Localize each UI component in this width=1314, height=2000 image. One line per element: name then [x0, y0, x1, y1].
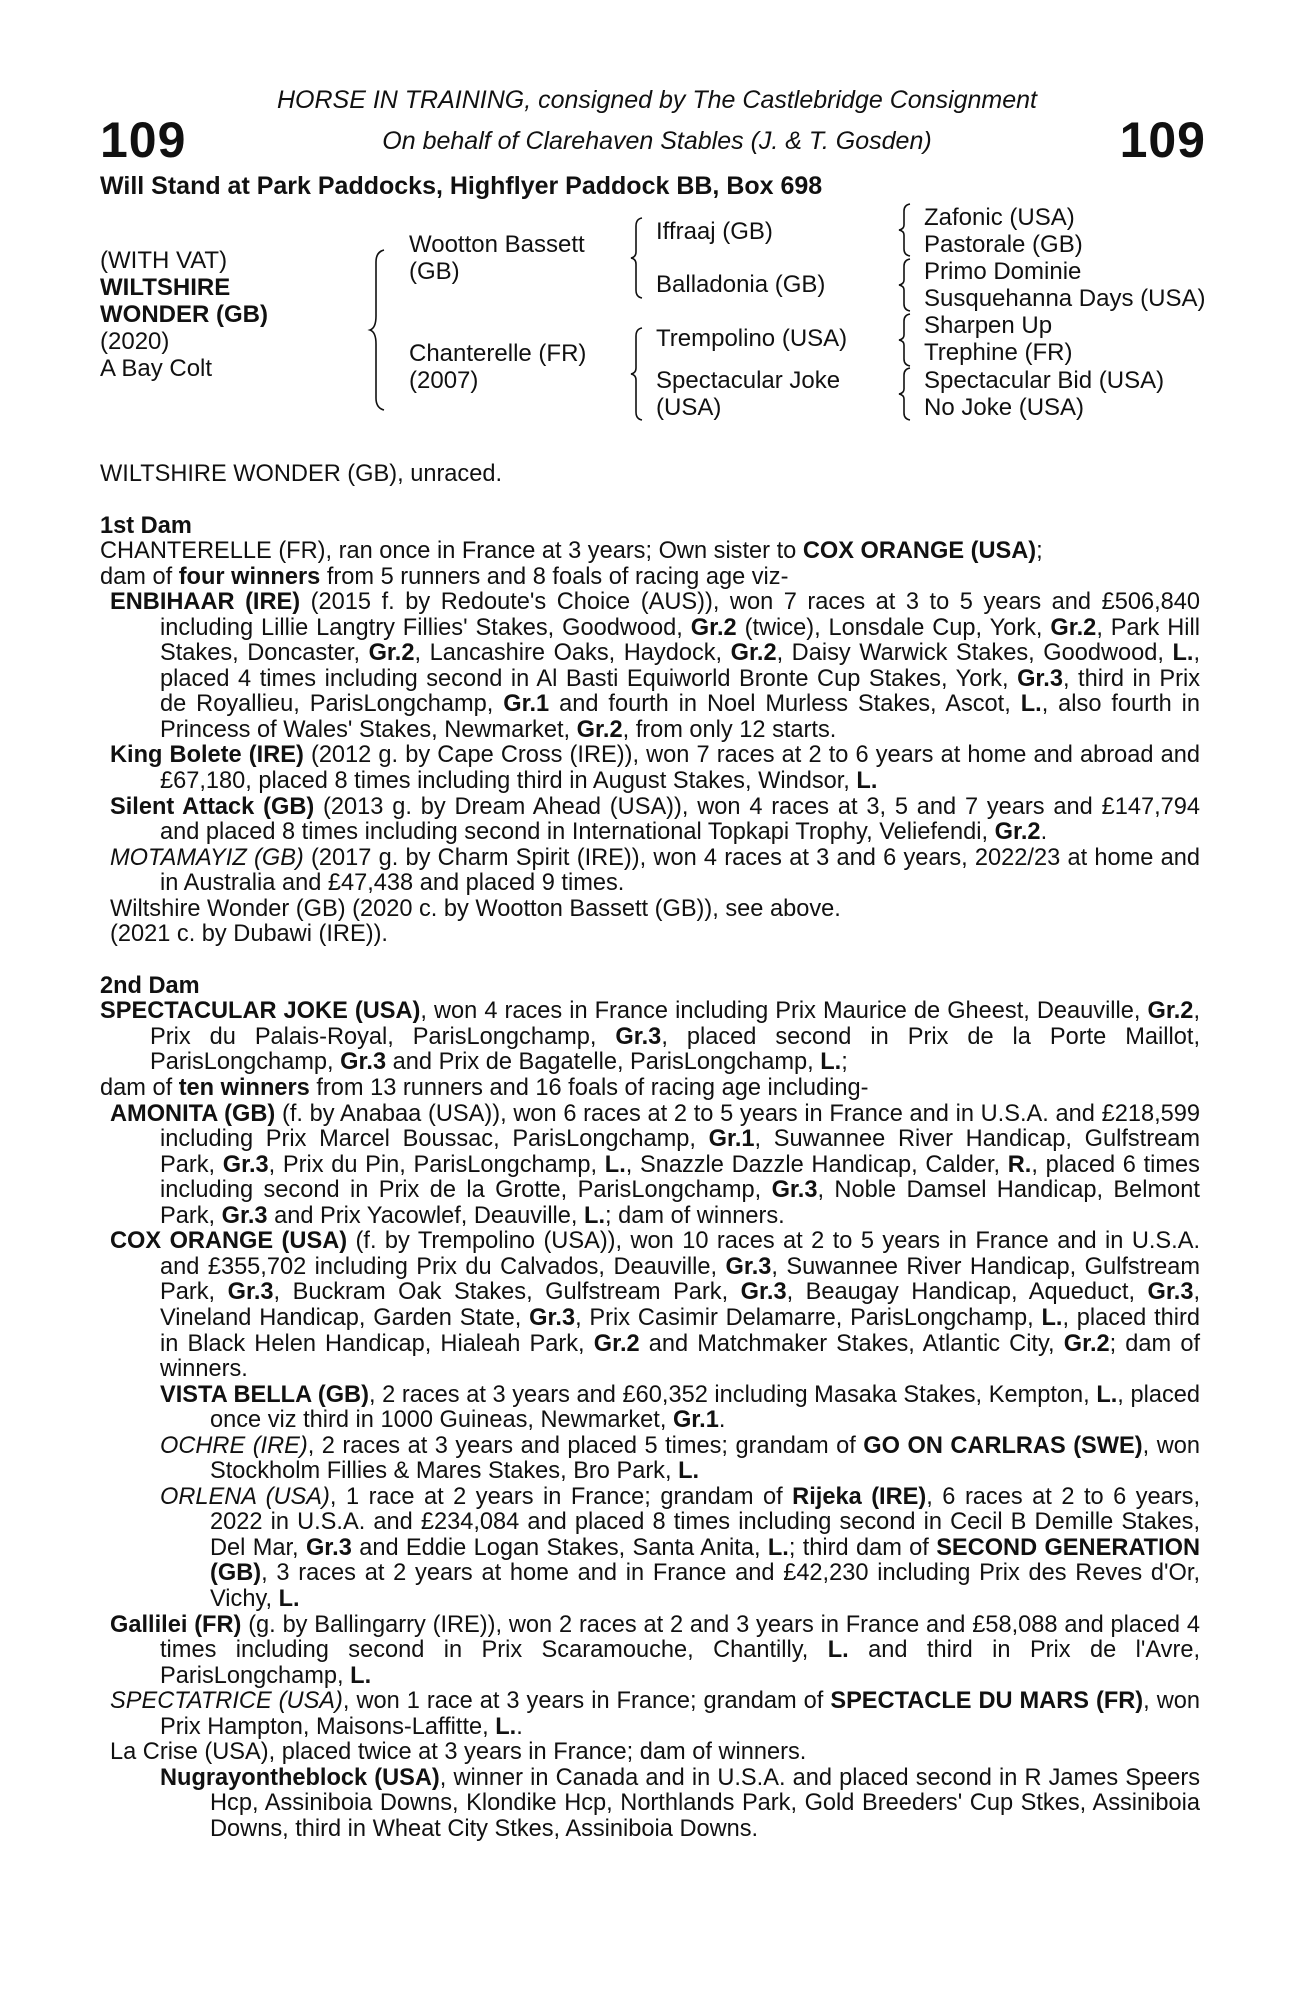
- header-on-behalf: On behalf of Clarehaven Stables (J. & T. Gosden): [382, 127, 932, 155]
- first-dam-para1: CHANTERELLE (FR), ran once in France at 3 years; Own sister to COX ORANGE (USA);: [100, 538, 1043, 565]
- ggp-6: Trephine (FR): [924, 339, 1073, 366]
- sire-bracket: [632, 218, 646, 298]
- ggp-bracket-1: [900, 204, 914, 256]
- dam-dam-line1: Spectacular Joke: [656, 367, 841, 394]
- stand-info: Will Stand at Park Paddocks, Highflyer Paddock BB, Box 698: [100, 172, 823, 200]
- first-dam-foal-4: MOTAMAYIZ (GB) (2017 g. by Charm Spirit (IRE)), won 4 races at 3 and 6 years, 2022/23 at home and in Australia and £47,438 and placed 9 times.: [110, 844, 1200, 897]
- dam-line2: (2007): [409, 367, 479, 394]
- first-dam-foal-1: ENBIHAAR (IRE) (2015 f. by Redoute's Choice (AUS)), won 7 races at 3 to 5 years and £506,840 including Lillie Langtry Fillies' Stakes, Goodwood, Gr.2 (twice), Lonsdale Cup, York, Gr.2, Park Hill Stakes, Doncaster, Gr.2, Lancashire Oaks, Haydock, Gr.2, Daisy Warwick Stakes, Goodwood, L., placed 4 times including second in Al Basti Equiworld Bronte Cup Stakes, York, Gr.3, third in Prix de Royallieu, ParisLongchamp, Gr.1 and fourth in Noel Murless Stakes, Ascot, L., also fourth in Princess of Wales' Stakes, Newmarket, Gr.2, from only 12 starts.: [110, 589, 1201, 743]
- lot-number-left: 109: [100, 112, 187, 168]
- first-dam-foal-6: (2021 c. by Dubawi (IRE)).: [110, 921, 388, 948]
- second-dam-entry-4: OCHRE (IRE), 2 races at 3 years and placed 5 times; grandam of GO ON CARLRAS (SWE), won Stockholm Fillies & Mares Stakes, Bro Park, L.: [160, 1432, 1200, 1485]
- sire-sire: Iffraaj (GB): [656, 218, 773, 245]
- horse-bracket: [372, 250, 392, 410]
- sire-line2: (GB): [409, 258, 460, 285]
- horse-year: (2020): [100, 328, 170, 355]
- ggp-2: Pastorale (GB): [924, 231, 1083, 258]
- horse-name-line2: WONDER (GB): [100, 301, 268, 328]
- lot-number-right: 109: [1119, 112, 1206, 168]
- second-dam-para2: dam of ten winners from 13 runners and 16 foals of racing age including-: [100, 1075, 869, 1102]
- second-dam-entry-7: SPECTATRICE (USA), won 1 race at 3 years in France; grandam of SPECTACLE DU MARS (FR), won Prix Hampton, Maisons-Laffitte, L..: [110, 1688, 1200, 1740]
- horse-name-line1: WILTSHIRE: [100, 274, 231, 301]
- header-consignment: HORSE IN TRAINING, consigned by The Castlebridge Consignment: [276, 86, 1038, 114]
- dam-line1: Chanterelle (FR): [409, 340, 587, 367]
- intro-line: WILTSHIRE WONDER (GB), unraced.: [100, 461, 503, 487]
- ggp-bracket-2: [900, 259, 914, 311]
- second-dam-entry-1: AMONITA (GB) (f. by Anabaa (USA)), won 6 races at 2 to 5 years in France and in U.S.A. and £218,599 including Prix Marcel Boussac, ParisLongchamp, Gr.1, Suwannee River Handicap, Gulfstream Park, Gr.3, Prix du Pin, ParisLongchamp, L., Snazzle Dazzle Handicap, Calder, R., placed 6 times including second in Prix de la Grotte, ParisLongchamp, Gr.3, Noble Damsel Handicap, Belmont Park, Gr.3 and Prix Yacowlef, Deauville, L.; dam of winners.: [110, 1100, 1200, 1229]
- second-dam-entry-9: Nugrayontheblock (USA), winner in Canada and in U.S.A. and placed second in R James Speers Hcp, Assiniboia Downs, Klondike Hcp, Northlands Park, Gold Breeders' Cup Stkes, Assiniboia Downs, third in Wheat City Stkes, Assiniboia Downs.: [160, 1764, 1200, 1842]
- horse-vat: (WITH VAT): [100, 247, 228, 274]
- second-dam-entry-5: ORLENA (USA), 1 race at 2 years in France; grandam of Rijeka (IRE), 6 races at 2 to 6 years, 2022 in U.S.A. and £234,084 and placed 8 times including second in Cecil B Demille Stakes, Del Mar, Gr.3 and Eddie Logan Stakes, Santa Anita, L.; third dam of SECOND GENERATION (GB), 3 races at 2 years at home and in France and £42,230 including Prix des Reves d'Or, Vichy, L.: [160, 1483, 1201, 1612]
- second-dam-entry-8: La Crise (USA), placed twice at 3 years in France; dam of winners.: [110, 1739, 807, 1766]
- dam-bracket: [632, 328, 646, 420]
- ggp-3: Primo Dominie: [924, 258, 1082, 285]
- sire-line1: Wootton Bassett: [409, 231, 585, 258]
- second-dam-entry-3: VISTA BELLA (GB), 2 races at 3 years and £60,352 including Masaka Stakes, Kempton, L., placed once viz third in 1000 Guineas, Newmarket, Gr.1.: [160, 1381, 1200, 1434]
- ggp-7: Spectacular Bid (USA): [924, 367, 1165, 394]
- dam-sire: Trempolino (USA): [656, 325, 848, 352]
- second-dam-entry-6: Gallilei (FR) (g. by Ballingarry (IRE)), won 2 races at 2 and 3 years in France and £58,088 and placed 4 times including second in Prix Scaramouche, Chantilly, L. and third in Prix de l'Avre, ParisLongchamp, L.: [110, 1611, 1201, 1689]
- ggp-5: Sharpen Up: [924, 312, 1053, 339]
- ggp-1: Zafonic (USA): [924, 204, 1075, 231]
- first-dam-foal-2: King Bolete (IRE) (2012 g. by Cape Cross (IRE)), won 7 races at 2 to 6 years at home and abroad and £67,180, placed 8 times including third in August Stakes, Windsor, L.: [110, 742, 1200, 795]
- first-dam-foal-5: Wiltshire Wonder (GB) (2020 c. by Wootton Bassett (GB)), see above.: [110, 895, 841, 922]
- ggp-bracket-3: [900, 314, 914, 366]
- sire-dam: Balladonia (GB): [656, 271, 826, 298]
- second-dam-entry-2: COX ORANGE (USA) (f. by Trempolino (USA)), won 10 races at 2 to 5 years in France and in U.S.A. and £355,702 including Prix du Calvados, Deauville, Gr.3, Suwannee River Handicap, Gulfstream Park, Gr.3, Buckram Oak Stakes, Gulfstream Park, Gr.3, Beaugay Handicap, Aqueduct, Gr.3, Vineland Handicap, Garden State, Gr.3, Prix Casimir Delamarre, ParisLongchamp, L., placed third in Black Helen Handicap, Hialeah Park, Gr.2 and Matchmaker Stakes, Atlantic City, Gr.2; dam of winners.: [110, 1228, 1201, 1383]
- ggp-bracket-4: [900, 368, 914, 420]
- second-dam-para1: SPECTACULAR JOKE (USA), won 4 races in France including Prix Maurice de Gheest, Deauville, Gr.2, Prix du Palais-Royal, ParisLongchamp, Gr.3, placed second in Prix de la Porte Maillot, ParisLongchamp, Gr.3 and Prix de Bagatelle, ParisLongchamp, L.;: [100, 998, 1200, 1076]
- first-dam-para2: dam of four winners from 5 runners and 8 foals of racing age viz-: [100, 563, 789, 590]
- ggp-4: Susquehanna Days (USA): [924, 285, 1206, 312]
- second-dam-heading: 2nd Dam: [100, 972, 200, 999]
- horse-description: A Bay Colt: [100, 355, 213, 382]
- dam-dam-line2: (USA): [656, 394, 722, 421]
- catalogue-body: [100, 462, 1200, 1842]
- ggp-8: No Joke (USA): [924, 394, 1085, 421]
- first-dam-heading: 1st Dam: [100, 512, 192, 539]
- first-dam-foal-3: Silent Attack (GB) (2013 g. by Dream Ahead (USA)), won 4 races at 3, 5 and 7 years and £147,794 and placed 8 times including second in International Topkapi Trophy, Veliefendi, Gr.2.: [110, 793, 1200, 846]
